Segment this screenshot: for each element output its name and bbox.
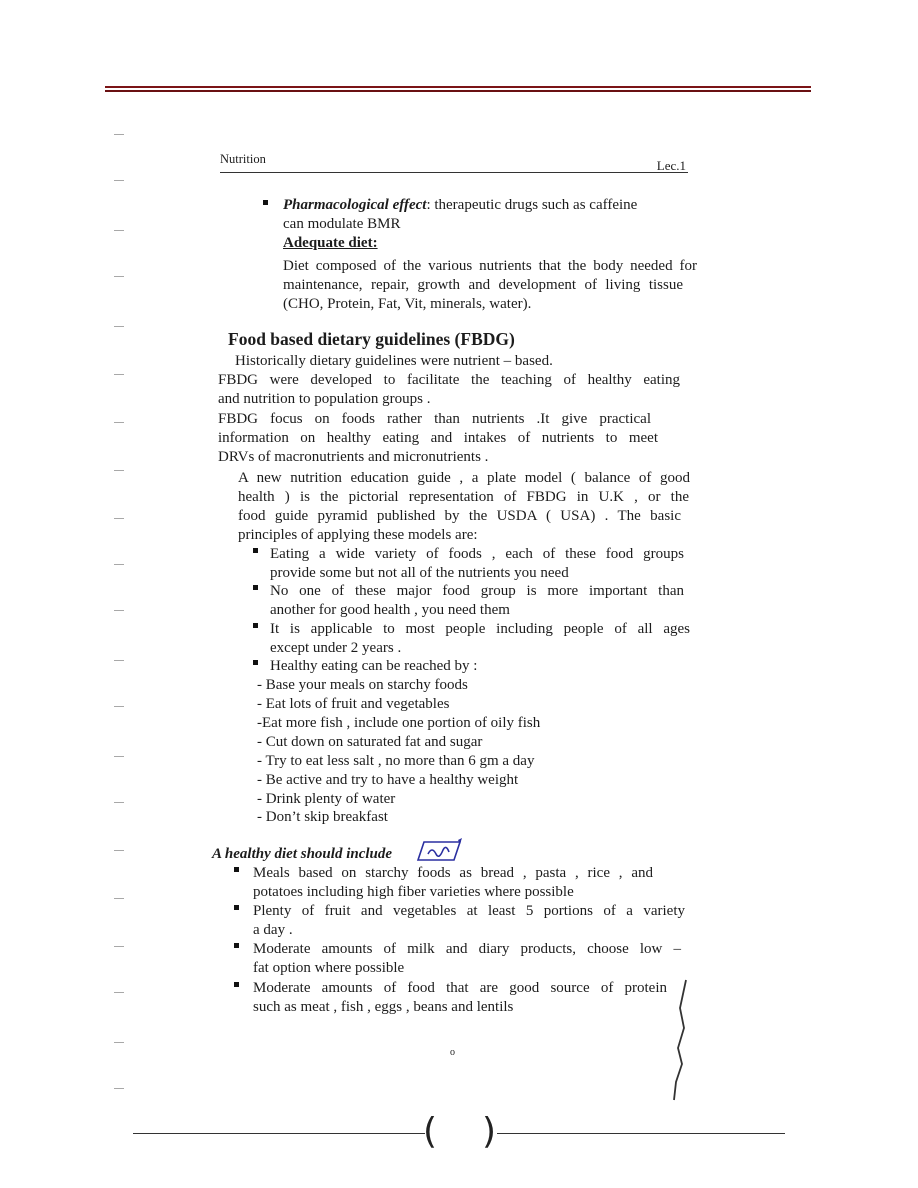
bullet-marker xyxy=(234,905,239,910)
adequate-line: (CHO, Protein, Fat, Vit, minerals, water). xyxy=(283,296,532,312)
healthy-bullet-line: such as meat , fish , eggs , beans and lentils xyxy=(253,999,514,1015)
footer-line-left xyxy=(133,1133,425,1134)
footer-right-brace-icon: ) xyxy=(482,1111,497,1152)
tip-item: - Try to eat less salt , no more than 6 gm a day xyxy=(257,753,535,769)
tip-item: -Eat more fish , include one portion of oily fish xyxy=(257,715,541,731)
fbdg-para1-line: FBDG were developed to facilitate the teaching of healthy eating xyxy=(218,372,680,388)
footer-line-right xyxy=(497,1133,785,1134)
healthy-bullet-line: Meals based on starchy foods as bread , pasta , rice , and xyxy=(253,865,653,881)
header-lecture: Lec.1 xyxy=(656,158,686,173)
bullet-marker xyxy=(253,585,258,590)
pharma-line-1 xyxy=(283,196,696,215)
tip-item: - Be active and try to have a healthy weight xyxy=(257,772,519,788)
fbdg-para3-line: A new nutrition education guide , a plate model ( balance of good xyxy=(238,470,690,486)
bullet-marker xyxy=(234,943,239,948)
tip-item: - Don’t skip breakfast xyxy=(257,809,388,825)
binder-ticks xyxy=(114,130,126,1110)
top-rule-secondary xyxy=(105,90,811,92)
bullet-marker xyxy=(263,200,268,205)
tip-item: - Base your meals on starchy foods xyxy=(257,677,468,693)
healthy-bullet-line: Moderate amounts of food that are good source of protein xyxy=(253,980,667,996)
fbdg-bullet-line: It is applicable to most people including people of all ages xyxy=(270,621,690,637)
header-subject: Nutrition xyxy=(220,152,266,166)
healthy-bullet-line: potatoes including high fiber varieties where possible xyxy=(253,884,574,900)
pharma-desc: : therapeutic drugs such as caffeine xyxy=(426,197,638,213)
adequate-line: Diet composed of the various nutrients that the body needed for xyxy=(283,258,697,274)
healthy-bullet-line: a day . xyxy=(253,922,293,938)
tip-item: - Cut down on saturated fat and sugar xyxy=(257,734,483,750)
healthy-bullet-line: fat option where possible xyxy=(253,960,405,976)
fbdg-para3-line: principles of applying these models are: xyxy=(238,527,478,543)
fbdg-bullet-line: except under 2 years . xyxy=(270,640,402,656)
bullet-marker xyxy=(253,623,258,628)
footer-left-brace-icon: ( xyxy=(423,1111,438,1152)
fbdg-bullet-line: Eating a wide variety of foods , each of these food groups xyxy=(270,546,684,562)
healthy-diet-title: A healthy diet should include xyxy=(212,846,393,862)
top-rule xyxy=(105,86,811,88)
tip-item: - Eat lots of fruit and vegetables xyxy=(257,696,450,712)
healthy-bullet-line: Plenty of fruit and vegetables at least 5 portions of a variety xyxy=(253,903,685,919)
adequate-diet-title: Adequate diet: xyxy=(283,235,378,251)
pharma-line-2: can modulate BMR xyxy=(283,216,401,232)
pharma-term: Pharmacological effect xyxy=(283,197,427,213)
fbdg-bullet-line: Healthy eating can be reached by : xyxy=(270,658,478,674)
fbdg-bullet-line: provide some but not all of the nutrients you need xyxy=(270,565,569,581)
margin-scribble-icon xyxy=(668,978,692,1102)
fbdg-para2-line: FBDG focus on foods rather than nutrients .It give practical xyxy=(218,411,651,427)
bullet-marker xyxy=(253,548,258,553)
fbdg-title: Food based dietary guidelines (FBDG) xyxy=(228,329,515,349)
fbdg-bullet-line: another for good health , you need them xyxy=(270,602,510,618)
fbdg-para3-line: food guide pyramid published by the USDA ( USA) . The basic xyxy=(238,508,681,524)
bullet-marker xyxy=(253,660,258,665)
tip-item: - Drink plenty of water xyxy=(257,791,396,807)
fbdg-bullet-line: No one of these major food group is more important than xyxy=(270,583,684,599)
fbdg-para3-line: health ) is the pictorial representation of FBDG in U.K , or the xyxy=(238,489,689,505)
bullet-marker xyxy=(234,867,239,872)
fbdg-para2-line: information on healthy eating and intakes of nutrients to meet xyxy=(218,430,658,446)
page-number: o xyxy=(450,1047,455,1058)
fbdg-intro: Historically dietary guidelines were nutrient – based. xyxy=(235,353,553,369)
healthy-bullet-line: Moderate amounts of milk and diary products, choose low – xyxy=(253,941,681,957)
fbdg-para1-line: and nutrition to population groups . xyxy=(218,391,431,407)
handwritten-mark-icon xyxy=(414,838,466,864)
fbdg-para2-line: DRVs of macronutrients and micronutrients . xyxy=(218,449,489,465)
bullet-marker xyxy=(234,982,239,987)
page-header xyxy=(220,150,688,173)
adequate-line: maintenance, repair, growth and development of living tissue xyxy=(283,277,683,293)
